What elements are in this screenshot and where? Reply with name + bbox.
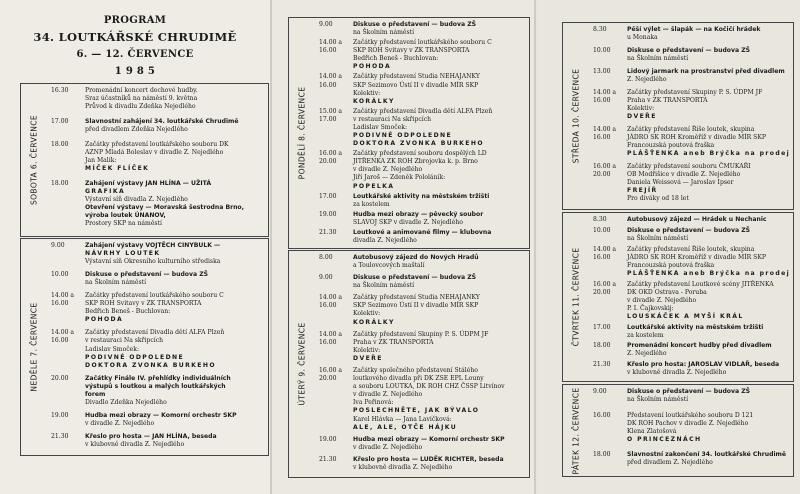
event-time: 21.30: [319, 228, 337, 236]
event-time: 16.00: [593, 411, 611, 419]
event-line: Začátky představení Divadla dětí ALFA Plzeň: [353, 107, 493, 115]
event-line: Kolektiv:: [353, 346, 381, 354]
event-time: 18.00: [593, 451, 611, 459]
day-label-text: PONDĚLÍ 8. ČERVENCE: [297, 86, 307, 180]
event-line: Hudba mezi obrazy — Komorní orchestr SKP: [85, 411, 237, 419]
event-line: Průvod k divadlu Zdeňka Nejedlého: [85, 103, 196, 111]
event-line: Praha v ZK TRANSPORTA: [353, 338, 434, 346]
event-line: Diskuse o představení — budova ZŠ: [85, 271, 208, 279]
event-line: Ladislav Smoček:: [353, 123, 408, 131]
event-line: Pěší výlet — šlapák — na Kočičí hrádek: [627, 26, 761, 33]
event-line: SKP ROH Svitavy v ZK TRANSPORTA: [353, 47, 470, 55]
event-line: Diskuse o představení — budova ZŠ: [353, 21, 476, 28]
day-box: [20, 238, 269, 456]
event-line: Začátky představení Studia NEHAJANKY: [353, 73, 480, 81]
day-box: [288, 17, 530, 249]
day-box: [562, 212, 794, 382]
event-line: SKP ROH Svitavy v ZK TRANSPORTA: [85, 300, 202, 308]
day-label: [563, 385, 589, 476]
event-time: 8.00: [319, 254, 333, 261]
event-line: Z. Nejedlého: [627, 350, 667, 358]
day-box: [562, 384, 794, 477]
event-time: 16.00 a 20.00: [593, 162, 617, 178]
day-label: [563, 23, 589, 209]
event-line: Praha v ZK TRANSPORTA: [627, 96, 708, 104]
event-time: 17.00: [51, 117, 69, 125]
event-line: v klubovně divadla Z. Nejedlého: [353, 463, 453, 471]
event-time: 19.00: [319, 210, 337, 218]
event-time: 9.00: [319, 274, 333, 282]
event-time: 21.30: [319, 455, 337, 463]
event-line: v klubovně divadla Z. Nejedlého: [85, 441, 185, 449]
event-time: 14.00 a 16.00: [51, 292, 75, 308]
event-time: 18.00: [593, 342, 611, 350]
event-line: Autobusový zájezd do Nových Hradů: [353, 254, 479, 261]
event-line: POHODA: [85, 316, 124, 324]
event-time: 19.00: [51, 411, 69, 419]
day-label-text: PÁTEK 12. ČERVENCE: [571, 387, 581, 474]
event-line: Diskuse o představení — budova ZŠ: [627, 46, 750, 54]
event-time: 10.00: [593, 226, 611, 234]
event-line: Loutkářské aktivity na městském tržišti: [627, 323, 764, 331]
event-line: na Školním náměstí: [627, 54, 689, 62]
event-line: v divadle Z. Nejedlého: [353, 391, 423, 399]
event-time: 16.00 a 20.00: [319, 366, 343, 383]
event-time: 15.00 a 17.00: [319, 107, 343, 123]
event-time: 9.00: [51, 242, 65, 249]
event-line: Daniela Weissová — Jaroslav Ipser: [627, 179, 734, 186]
event-time: 14.00 a 16.00: [319, 39, 343, 55]
event-line: výroba loutek ÚNANOV,: [85, 212, 166, 220]
event-time: 17.00: [319, 192, 337, 200]
event-line: SKP Sezimovo Ústí II v divadle MÍR SKP: [353, 302, 479, 310]
event-line: za kostelem: [353, 200, 390, 208]
event-line: JÁDRO SK ROH Kroměříž v divadle MÍR SKP: [627, 253, 766, 261]
day-box: [562, 22, 794, 210]
event-line: LOUSKÁČEK A MYŠÍ KRÁL: [627, 312, 744, 320]
event-time: 14.00 a 16.00: [319, 73, 343, 89]
event-line: MÍČEK FLÍČEK: [85, 165, 150, 173]
day-label-text: NEDĚLE 7. ČERVENCE: [29, 302, 39, 392]
event-time: 10.00: [51, 271, 69, 279]
event-line: Začátky představení souboru ČMUKAŘI: [627, 162, 751, 170]
event-line: před divadlem Zdeňka Nejedlého: [85, 126, 188, 134]
event-time: 9.00: [593, 388, 607, 395]
event-line: Kolektiv:: [353, 310, 381, 318]
event-line: KORÁLKY: [353, 97, 395, 105]
event-time: 21.30: [593, 361, 611, 369]
event-line: Iva Peřinová:: [353, 399, 394, 407]
event-line: Promenádní koncert hudby před divadlem: [627, 342, 772, 350]
event-line: v restauraci Na skřipcích: [85, 337, 164, 345]
day-box: [20, 83, 269, 237]
event-line: Jan Malík:: [85, 156, 117, 164]
event-line: forem: [85, 390, 106, 398]
program-page-right: [538, 0, 800, 494]
event-line: Křeslo pro hosta — LUDĚK RICHTER, beseda: [353, 455, 504, 463]
event-line: PLÁŠŤENKA aneb Brýčka na prodej: [627, 150, 791, 157]
event-line: Bedřich Beneš - Buchlovan:: [85, 308, 171, 316]
event-line: Křeslo pro hosta: JAROSLAV VIDLAŘ, beseda: [627, 361, 780, 369]
event-line: POSLECHNĚTE, JAK BÝVALO: [353, 407, 480, 415]
event-line: Začátky představení Loutkové scény JITŘENKA: [627, 280, 774, 288]
program-page-left: [0, 0, 270, 494]
event-line: Křeslo pro hosta — JAN HLÍNA, beseda: [85, 432, 217, 440]
event-time: 21.30: [51, 432, 69, 440]
event-line: DOKTORA ZVONKA BURKEHO: [85, 361, 216, 369]
event-line: KORÁLKY: [353, 318, 395, 326]
event-line: JÁDRO SK ROH Kroměříž v divadle MÍR SKP: [627, 133, 766, 141]
event-line: a Toulovcových maštalí: [353, 262, 425, 270]
event-line: O PRINCEZNÁCH: [627, 435, 702, 443]
event-line: Z. Nejedlého: [627, 75, 667, 83]
event-line: v klubovně divadla Z. Nejedlého: [627, 369, 727, 377]
event-time: 20.00: [51, 374, 69, 382]
event-line: SLAVOJ SKP v divadle Z. Nejedlého: [353, 218, 463, 226]
event-line: Začátky představení loutkářského souboru C: [85, 292, 224, 300]
event-line: divadla Z. Nejedlého: [353, 236, 417, 244]
event-line: Slavnostní zakončení 34. loutkářské Chrudimě: [627, 451, 787, 459]
event-line: DVEŘE: [353, 354, 383, 362]
event-line: Začátky společného představení Stálého: [353, 366, 478, 374]
event-line: DOKTORA ZVONKA BURKEHO: [353, 140, 484, 148]
event-line: NÁVRHY LOUTEK: [85, 250, 161, 258]
event-line: Zahájení výstavy VOJTĚCH CINYBULK —: [85, 242, 221, 249]
event-time: 8.30: [593, 26, 607, 33]
event-line: Začátky představení Studia NEHAJANKY: [353, 294, 480, 302]
event-line: P. I. Čajkovskij:: [627, 304, 674, 312]
event-line: Začátky představení souboru dospělých LD: [353, 150, 487, 158]
event-line: na Školním náměstí: [627, 234, 689, 242]
event-line: DK OKD Ostrava - Poruba: [627, 288, 707, 296]
day-label: [289, 18, 315, 248]
event-time: 14.00 a 16.00: [51, 329, 75, 345]
event-line: Otevření výstavy — Moravská šestrodna Brno,: [85, 204, 244, 212]
day-label-text: ÚTERÝ 9. ČERVENCE: [297, 322, 307, 406]
event-line: Ladislav Smoček:: [85, 345, 140, 353]
day-label-text: ČTVRTEK 11. ČERVENCE: [571, 247, 581, 347]
event-line: Francouzská poutová fraška: [627, 141, 715, 149]
event-line: FREJÍŘ: [627, 187, 658, 195]
program-header: [0, 12, 270, 80]
event-line: ALE, ALE, OTČE HÁJKU: [353, 423, 458, 431]
event-line: Divadlo Zdeňka Nejedlého: [85, 398, 167, 406]
event-time: 14.00 a 16.00: [593, 245, 617, 261]
event-line: Klena Zlatošová: [627, 427, 677, 435]
event-line: AZNP Mladá Boleslav v divadle Z. Nejedlého: [85, 148, 224, 156]
header-program: PROGRAM: [103, 15, 167, 26]
event-time: 13.00: [593, 67, 611, 75]
event-line: Autobusový zájezd — Hrádek u Nechanic: [627, 216, 767, 223]
event-time: 16.30: [51, 87, 69, 94]
event-line: v divadle Z. Nejedlého: [353, 166, 423, 174]
event-line: na Školním náměstí: [85, 279, 147, 287]
event-line: Sraz účastníků na náměstí 9. května: [85, 95, 198, 103]
event-line: výstupů s loutkou a malých loutkářských: [85, 382, 226, 390]
event-time: 8.30: [593, 216, 607, 223]
event-time: 18.00: [51, 179, 69, 187]
event-line: Výstavní síň Okresního kulturního střediska: [85, 258, 221, 266]
event-line: Jiří Jaroš — Zdeněk Pololáník:: [353, 174, 446, 182]
header-year: 1 9 8 5: [114, 66, 156, 77]
day-label-text: SOBOTA 6. ČERVENCE: [29, 114, 39, 206]
event-line: GRAFIKA: [85, 187, 126, 195]
event-line: Karel Hlávka — Jana Lavičková:: [353, 415, 452, 423]
event-line: Začátky představení Skupiny P. S. ÚDPM JF: [627, 88, 763, 96]
day-label: [21, 84, 47, 236]
day-label-text: STŘEDA 10. ČERVENCE: [571, 68, 581, 164]
event-line: Pro diváky od 18 let: [627, 195, 689, 203]
day-box: [288, 250, 530, 478]
event-time: 17.00: [593, 323, 611, 331]
event-line: POPELKA: [353, 182, 395, 190]
event-line: Hudba mezi obrazy — pěvecký soubor: [353, 210, 484, 218]
event-line: v divadle Z. Nejedlého: [353, 443, 423, 451]
event-time: 19.00: [319, 435, 337, 443]
event-line: a souboru LOUTKA, DK ROH CHZ ČSSP Litvínov: [353, 383, 505, 391]
event-line: v restauraci Na skřipcích: [353, 115, 432, 123]
program-page-middle: [272, 0, 534, 494]
event-line: u Monaka: [627, 34, 658, 42]
event-time: 16.00 a 20.00: [319, 150, 343, 166]
event-line: za kostelem: [627, 331, 664, 339]
event-line: Výstavní síň divadla Z. Nejedlého: [85, 195, 188, 203]
event-time: 14.00 a 16.00: [593, 88, 617, 104]
event-line: JITŘENKA ZK ROH Zbrojovka k. p. Brno: [353, 158, 478, 166]
event-line: Začátky Finále IV. přehlídky individuálních: [85, 374, 231, 382]
event-line: Slavnostní zahájení 34. loutkářské Chrudimě: [85, 117, 239, 125]
event-line: Zahájení výstavy JAN HLÍNA — UŽITÁ: [85, 179, 212, 187]
event-time: 9.00: [319, 21, 333, 28]
event-line: DVEŘE: [627, 112, 657, 120]
event-line: Začátky představení Skupiny P. S. ÚDPM JF: [353, 330, 489, 338]
day-label: [289, 251, 315, 477]
event-line: Loutkové a animované filmy — klubovna: [353, 228, 492, 236]
event-time: 14.00 a 16.00: [319, 294, 343, 310]
header-dates: 6. — 12. ČERVENCE: [76, 49, 194, 60]
event-time: 16.00 a 20.00: [593, 280, 617, 296]
event-line: Začátky představení Divadla dětí ALFA Plzeň: [85, 329, 225, 337]
event-line: Začátky představení Říše loutek, skupina: [627, 245, 755, 253]
day-label: [563, 213, 589, 381]
event-line: Hudba mezi obrazy — Komorní orchestr SKP: [353, 435, 505, 443]
event-line: Kolektiv:: [353, 89, 381, 97]
event-line: OB Modřišice v divadle Z. Nejedlého: [627, 170, 741, 178]
event-line: v divadle Z. Nejedlého: [627, 296, 697, 304]
event-line: PODIVNÉ ODPOLEDNE: [353, 132, 453, 140]
day-label: [21, 239, 47, 455]
event-line: Představení loutkářského souboru D 121: [627, 411, 754, 419]
event-time: 14.00 a 16.00: [319, 330, 343, 346]
event-line: Promenádní koncert dechové hudby.: [85, 87, 198, 94]
event-line: Začátky představení loutkářského souboru C: [353, 39, 492, 47]
event-line: na Školním náměstí: [353, 29, 415, 37]
header-festival-title: 34. LOUTKÁŘSKÉ CHRUDIMĚ: [33, 30, 237, 44]
event-line: Začátky představení loutkářského souboru DK: [85, 140, 229, 148]
event-line: Začátky představení Říše loutek, skupina: [627, 125, 755, 133]
event-time: 14.00 a 16.00: [593, 125, 617, 141]
event-line: Bedřich Beneš - Buchlovan:: [353, 55, 439, 63]
event-line: DK ROH Pachov v divadle Z. Nejedlého: [627, 419, 749, 427]
event-line: Diskuse o představení — budova ZŠ: [627, 388, 750, 395]
event-line: POHODA: [353, 63, 392, 71]
event-line: SKP Sezimovo Ústí II v divadle MÍR SKP: [353, 81, 479, 89]
event-line: na Školním náměstí: [353, 282, 415, 290]
event-time: 18.00: [51, 140, 69, 148]
event-line: PODIVNÉ ODPOLEDNE: [85, 353, 185, 361]
event-line: v divadle Z. Nejedlého: [85, 420, 155, 428]
event-line: loutkového divadla při DK ZSE EPL Louny: [353, 375, 484, 383]
event-line: Francouzská poutová fraška: [627, 261, 715, 269]
event-time: 10.00: [593, 46, 611, 54]
event-line: Diskuse o představení — budova ZŠ: [627, 226, 750, 234]
event-line: Kolektiv:: [627, 104, 655, 112]
event-line: Prostory SKP na náměstí: [85, 220, 162, 228]
event-line: PLÁŠŤENKA aneb Brýčka na prodej: [627, 269, 791, 277]
event-line: Loutkářské aktivity na městském tržišti: [353, 192, 490, 200]
event-line: před divadlem Z. Nejedlého: [627, 459, 713, 467]
event-line: na Školním náměstí: [627, 396, 689, 404]
event-line: Diskuse o představení — budova ZŠ: [353, 274, 476, 282]
event-line: Lidový jarmark na prostranství před divadlem: [627, 67, 785, 75]
